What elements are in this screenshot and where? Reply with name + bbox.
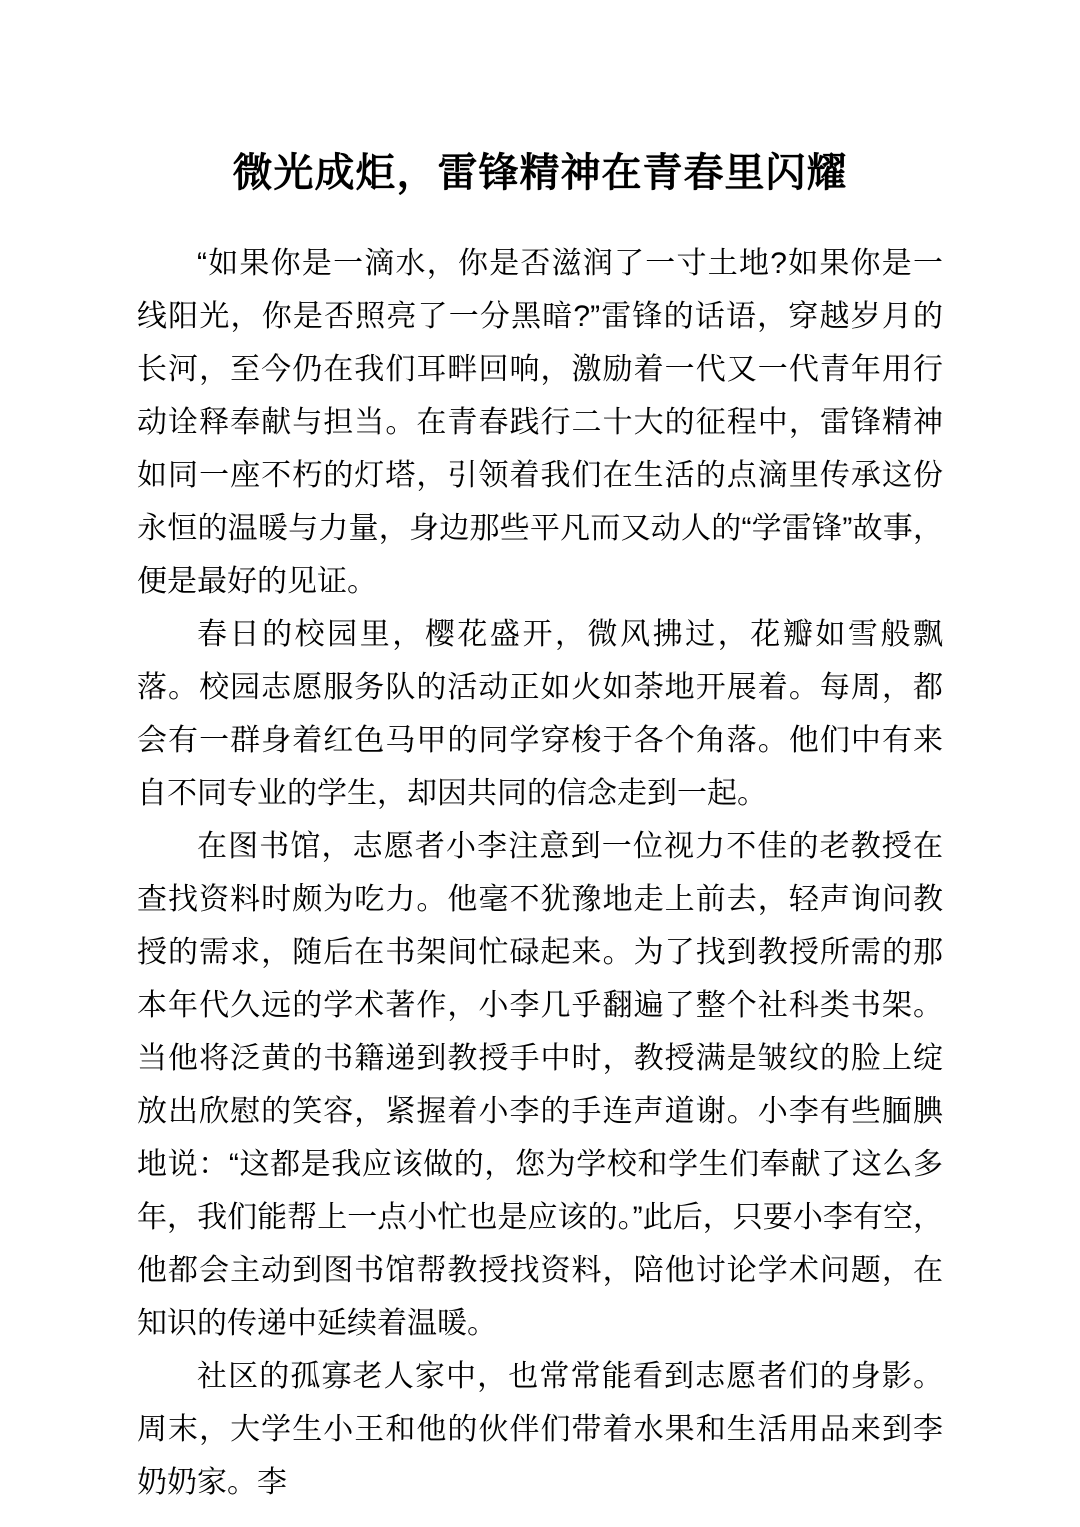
paragraph: 社区的孤寡老人家中，也常常能看到志愿者们的身影。周末，大学生小王和他的伙伴们带着水果和生活用品来到李奶奶家。李 bbox=[137, 1360, 943, 1499]
article-title: 微光成炬，雷锋精神在青春里闪耀 bbox=[232, 150, 848, 195]
article-body bbox=[137, 237, 943, 1509]
paragraph: “如果你是一滴水，你是否滋润了一寸土地?如果你是一线阳光，你是否照亮了一分黑暗?”雷锋的话语，穿越岁月的长河，至今仍在我们耳畔回响，激励着一代又一代青年用行动诠释奉献与担当。在青春践行二十大的征程中，雷锋精神如同一座不朽的灯塔，引领着我们在生活的点滴里传承这份永恒的温暖与力量，身边那些平凡而又动人的“学雷锋”故事，便是最好的见证。 bbox=[137, 247, 943, 598]
paragraph: 在图书馆，志愿者小李注意到一位视力不佳的老教授在查找资料时颇为吃力。他毫不犹豫地走上前去，轻声询问教授的需求，随后在书架间忙碌起来。为了找到教授所需的那本年代久远的学术著作，小李几乎翻遍了整个社科类书架。当他将泛黄的书籍递到教授手中时，教授满是皱纹的脸上绽放出欣慰的笑容，紧握着小李的手连声道谢。小李有些腼腆地说：“这都是我应该做的，您为学校和学生们奉献了这么多年，我们能帮上一点小忙也是应该的。”此后，只要小李有空，他都会主动到图书馆帮教授找资料，陪他讨论学术问题，在知识的传递中延续着温暖。 bbox=[137, 830, 943, 1340]
paragraph: 春日的校园里，樱花盛开，微风拂过，花瓣如雪般飘落。校园志愿服务队的活动正如火如荼地开展着。每周，都会有一群身着红色马甲的同学穿梭于各个角落。他们中有来自不同专业的学生，却因共同的信念走到一起。 bbox=[137, 618, 943, 810]
